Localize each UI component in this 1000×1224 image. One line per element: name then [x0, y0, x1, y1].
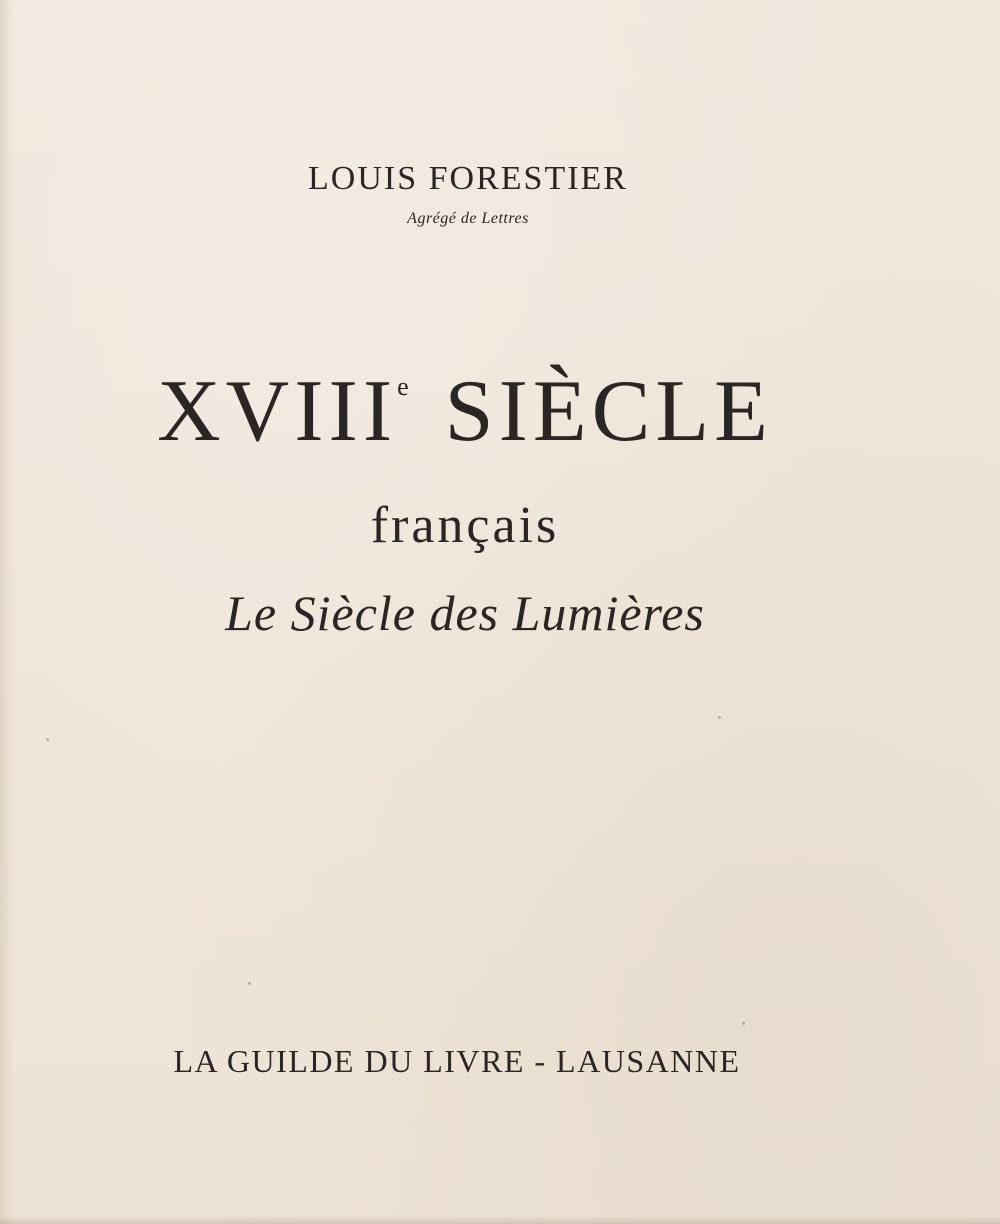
paper-speck: [46, 738, 49, 741]
title-superscript: e: [397, 372, 409, 401]
author-credential: Agrégé de Lettres: [407, 210, 529, 227]
paper-speck: [718, 716, 721, 719]
publisher-imprint: LA GUILDE DU LIVRE - LAUSANNE: [173, 1043, 741, 1079]
subtitle: français: [370, 497, 560, 554]
main-title: [0, 363, 930, 460]
paper-speck: [248, 982, 251, 985]
page-bottom-shadow: [0, 1216, 1000, 1224]
title-word: SIÈCLE: [444, 363, 773, 460]
tagline: Le Siècle des Lumières: [225, 585, 705, 641]
author-name: LOUIS FORESTIER: [308, 160, 628, 197]
title-numeral: XVIII: [157, 363, 398, 460]
paper-speck: [742, 1022, 745, 1025]
